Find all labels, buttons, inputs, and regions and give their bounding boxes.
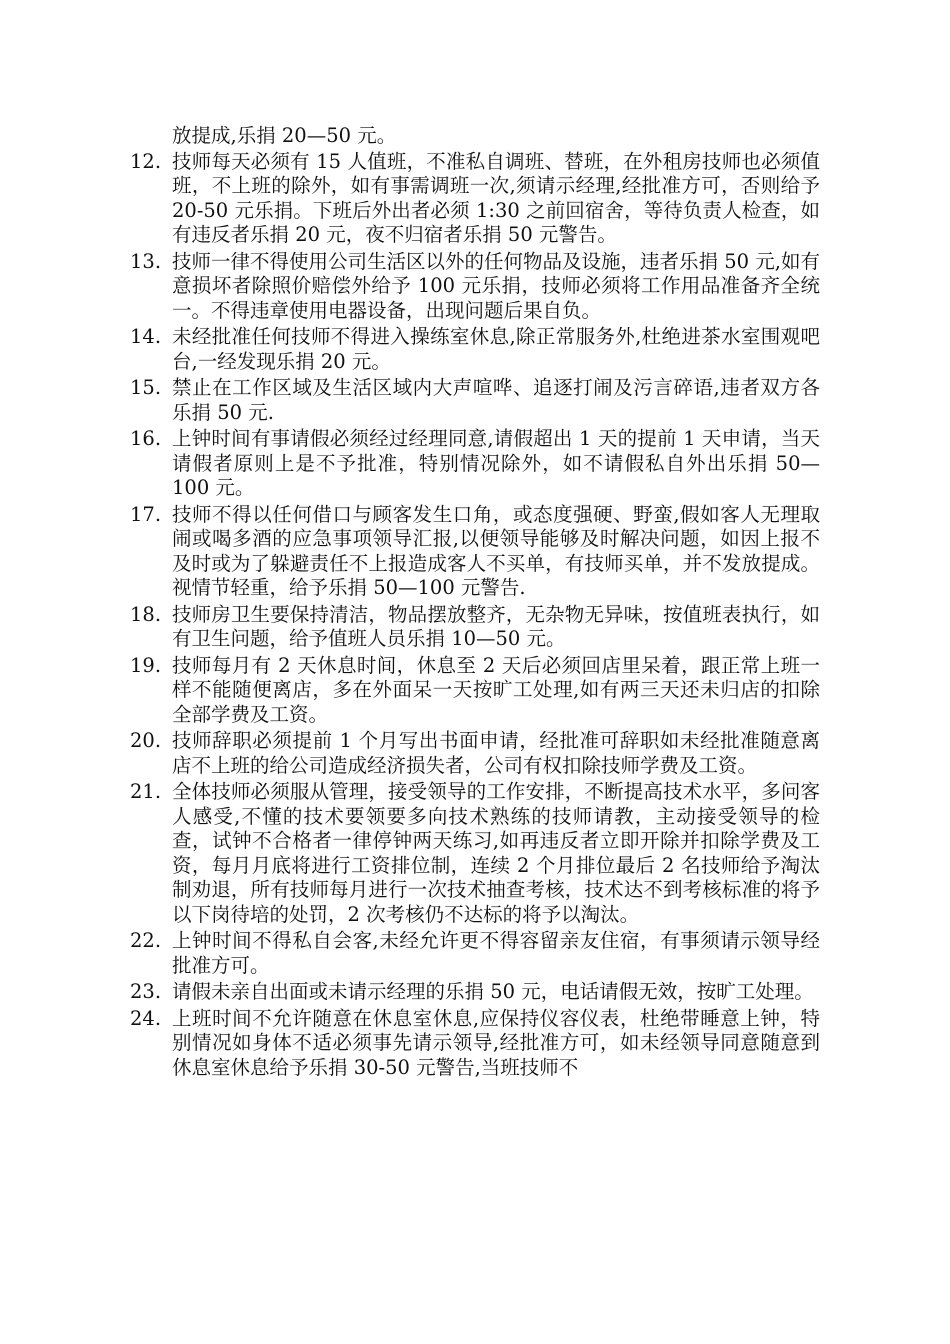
document-body xyxy=(130,124,820,1082)
rule-item xyxy=(130,654,820,728)
rule-item xyxy=(130,325,820,374)
rule-text: 禁止在工作区域及生活区域内大声喧哗、追逐打闹及污言碎语,违者双方各乐捐 50 元. xyxy=(172,376,820,424)
rule-item xyxy=(130,780,820,927)
rule-text: 上钟时间有事请假必须经过经理同意,请假超出 1 天的提前 1 天申请，当天请假者原则上是不予批准，特别情况除外，如不请假私自外出乐捐 50—100 元。 xyxy=(172,427,820,499)
rule-number: 20. xyxy=(130,729,162,752)
rule-number: 15. xyxy=(130,376,162,399)
continuation-paragraph xyxy=(130,124,820,149)
rule-text: 技师每月有 2 天休息时间，休息至 2 天后必须回店里呆着，跟正常上班一样不能随便离店，多在外面呆一天按旷工处理,如有两三天还未归店的扣除全部学费及工资。 xyxy=(172,653,820,726)
rule-item xyxy=(130,150,820,248)
rule-item xyxy=(130,729,820,778)
rule-item xyxy=(130,1007,820,1081)
rule-item xyxy=(130,503,820,601)
rule-number: 16. xyxy=(130,427,162,450)
rule-text: 全体技师必须服从管理，接受领导的工作安排，不断提高技术水平，多问客人感受,不懂的技术要领要多向技术熟练的技师请教，主动接受领导的检查，试钟不合格者一律停钟两天练习,如再违反者立即开除并扣除学费及工资，每月月底将进行工资排位制，连续 2 个月排位最后 2 名技师给予淘汰制劝退，所有技师每月进行一次技术抽查考核，技术达不到考核标准的将予以下岗待培的处罚，2 次考核仍不达标的将予以淘汰。 xyxy=(172,780,820,926)
rule-item xyxy=(130,929,820,978)
rule-number: 24. xyxy=(130,1006,162,1030)
continuation-text: 放提成,乐捐 20—50 元。 xyxy=(172,124,397,147)
rule-number: 12. xyxy=(130,149,162,173)
rule-item xyxy=(130,427,820,501)
rule-number: 19. xyxy=(130,653,162,677)
rule-text: 技师不得以任何借口与顾客发生口角，或态度强硬、野蛮,假如客人无理取闹或喝多酒的应急事项领导汇报,以便领导能够及时解决问题，如因上报不及时或为了躲避责任不上报造成客人不买单，有技师买单，并不发放提成。视情节轻重，给予乐捐 50—100 元警告. xyxy=(172,502,820,599)
rule-text: 技师辞职必须提前 1 个月写出书面申请，经批准可辞职如未经批准随意离店不上班的给公司造成经济损失者，公司有权扣除技师学费及工资。 xyxy=(172,729,820,777)
rule-item xyxy=(130,250,820,324)
rule-text: 技师每天必须有 15 人值班，不准私自调班、替班，在外租房技师也必须值班，不上班的除外，如有事需调班一次,须请示经理,经批准方可，否则给予 20-50 元乐捐。下班后外出者必须 1:30 之前回宿舍，等待负责人检查，如有违反者乐捐 20 元，夜不归宿者乐捐 50 元警告。 xyxy=(172,149,820,246)
rule-item xyxy=(130,603,820,652)
rule-item xyxy=(130,980,820,1005)
rule-text: 上钟时间不得私自会客,未经允许更不得容留亲友住宿，有事须请示领导经批准方可。 xyxy=(172,929,820,977)
rule-number: 13. xyxy=(130,249,162,273)
rule-number: 14. xyxy=(130,325,162,348)
rule-item xyxy=(130,376,820,425)
rule-text: 技师一律不得使用公司生活区以外的任何物品及设施，违者乐捐 50 元,如有意损坏者除照价赔偿外给予 100 元乐捐，技师必须将工作用品准备齐全统一。不得违章使用电器设备，出现问题后果自负。 xyxy=(172,249,820,322)
rule-number: 21. xyxy=(130,780,162,803)
rules-list xyxy=(130,150,820,1081)
rule-number: 17. xyxy=(130,502,162,526)
rule-text: 上班时间不允许随意在休息室休息,应保持仪容仪表，杜绝带睡意上钟，特别情况如身体不适必须事先请示领导,经批准方可，如未经领导同意随意到休息室休息给予乐捐 30-50 元警告,当班技师不 xyxy=(172,1006,820,1079)
rule-number: 18. xyxy=(130,602,162,626)
rule-text: 技师房卫生要保持清洁，物品摆放整齐，无杂物无异味，按值班表执行，如有卫生问题，给予值班人员乐捐 10—50 元。 xyxy=(172,602,820,650)
rule-number: 22. xyxy=(130,929,162,952)
rule-text: 请假未亲自出面或未请示经理的乐捐 50 元，电话请假无效，按旷工处理。 xyxy=(172,980,814,1003)
rule-number: 23. xyxy=(130,980,162,1003)
rule-text: 未经批准任何技师不得进入操练室休息,除正常服务外,杜绝进茶水室围观吧台,一经发现乐捐 20 元。 xyxy=(172,325,820,373)
